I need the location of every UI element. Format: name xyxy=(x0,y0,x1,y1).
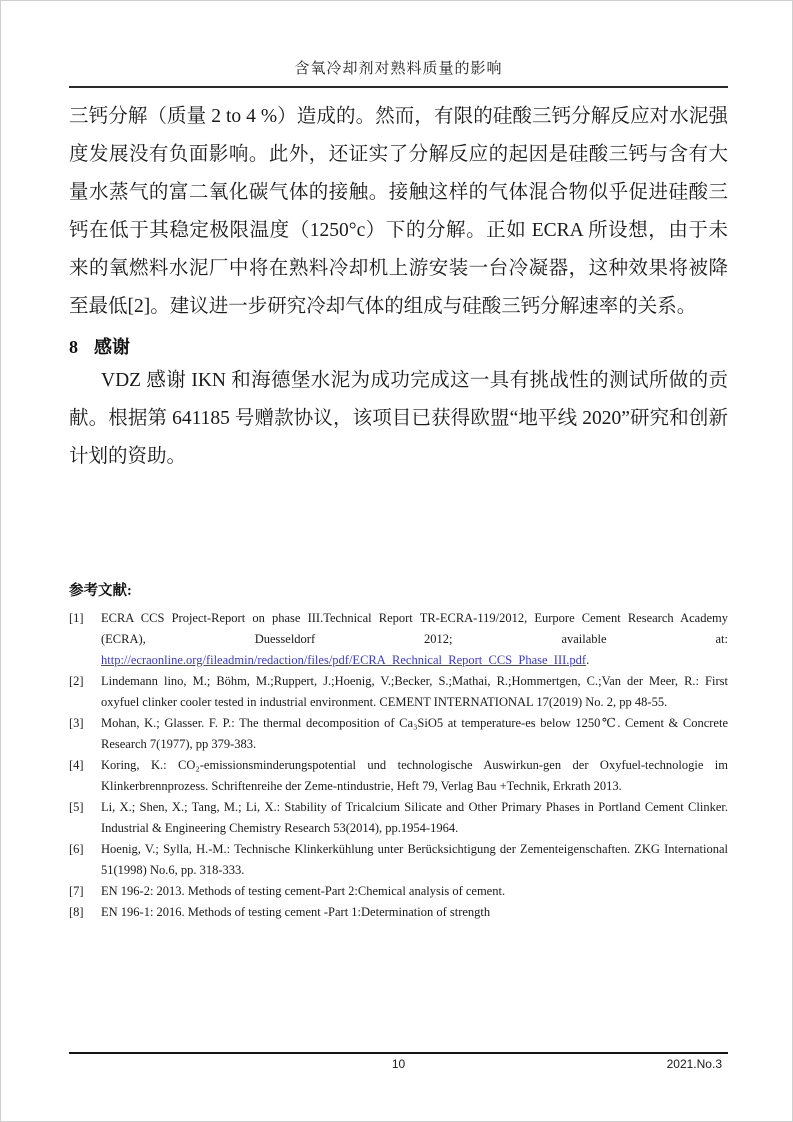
reference-item xyxy=(69,713,728,755)
page-header xyxy=(69,57,728,88)
section-heading-acknowledgment xyxy=(69,332,728,362)
reference-label: [5] xyxy=(69,800,84,814)
page-number: 10 xyxy=(391,1057,406,1071)
references-heading: 参考文献: xyxy=(69,583,132,599)
section-title: 感谢 xyxy=(94,337,130,357)
issue-label: 2021.No.3 xyxy=(666,1057,722,1071)
page-footer xyxy=(69,1052,728,1075)
reference-item xyxy=(69,902,728,923)
reference-label: [8] xyxy=(69,905,84,919)
section-number: 8 xyxy=(69,337,78,357)
reference-label: [1] xyxy=(69,611,84,625)
reference-text-after: . xyxy=(586,653,590,667)
reference-item xyxy=(69,881,728,902)
reference-text: Koring, K.: CO₂-emissionsminderungspotential und technologische Auswirkun-gen der Oxyfuel-technologie im Klinkerbrennprozess. Schriftenreihe der Zeme-ntindustrie, Heft 79, Verlag Bau +Technik, Erkrath 2013. xyxy=(101,758,728,793)
footer-row xyxy=(69,1057,728,1075)
reference-label: [2] xyxy=(69,674,84,688)
reference-text: Lindemann lino, M.; Böhm, M.;Ruppert, J.;Hoenig, V.;Becker, S.;Mathai, R.;Hommertgen, C.;Van der Meer, R.: First oxyfuel clinker cooler tested in industrial environment. CEMENT INTERNATIONAL 17(2019) No. 2, pp 48-55. xyxy=(101,674,728,709)
reference-text: Mohan, K.; Glasser. F. P.: The thermal decomposition of Ca₃SiO5 at temperature-es below 1250℃. Cement & Concrete Research 7(1977), pp 379-383. xyxy=(101,716,728,751)
body-paragraph: 三钙分解（质量 2 to 4 %）造成的。然而，有限的硅酸三钙分解反应对水泥强度发展没有负面影响。此外，还证实了分解反应的起因是硅酸三钙与含有大量水蒸气的富二氧化碳气体的接触。接触这样的气体混合物似乎促进硅酸三钙在低于其稳定极限温度（1250°c）下的分解。正如 ECRA 所设想，由于未来的氧燃料水泥厂中将在熟料冷却机上游安装一台冷凝器，这种效果将被降至最低[2]。建议进一步研究冷却气体的组成与硅酸三钙分解速率的关系。 xyxy=(69,106,728,317)
reference-label: [7] xyxy=(69,884,84,898)
reference-item xyxy=(69,839,728,881)
references-list xyxy=(69,608,728,923)
reference-text: Li, X.; Shen, X.; Tang, M.; Li, X.: Stability of Tricalcium Silicate and Other Primary Phases in Portland Cement Clinker. Industrial & Engineering Chemistry Research 53(2014), pp.1954-1964. xyxy=(101,800,728,835)
reference-label: [4] xyxy=(69,758,84,772)
reference-text: EN 196-2: 2013. Methods of testing cement-Part 2:Chemical analysis of cement. xyxy=(101,884,506,898)
reference-item xyxy=(69,797,728,839)
reference-item xyxy=(69,755,728,797)
reference-item xyxy=(69,671,728,713)
reference-label: [6] xyxy=(69,842,84,856)
reference-label: [3] xyxy=(69,716,84,730)
reference-url-link[interactable]: http://ecraonline.org/fileadmin/redaction/files/pdf/ECRA_Rechnical_Report_CCS_Phase_III.pdf xyxy=(101,653,587,667)
reference-text: ECRA CCS Project-Report on phase III.Technical Report TR-ECRA-119/2012, Eurpore Cement Research Academy (ECRA), Duesseldorf 2012; available at: xyxy=(101,611,728,646)
reference-item xyxy=(69,608,728,671)
reference-text: Hoenig, V.; Sylla, H.-M.: Technische Klinkerkühlung unter Berücksichtigung der Zementeigenschaften. ZKG International 51(1998) No.6, pp. 318-333. xyxy=(101,842,728,877)
running-title: 含氧冷却剂对熟料质量的影响 xyxy=(294,61,503,77)
page-content xyxy=(69,98,728,923)
acknowledgment-paragraph: VDZ 感谢 IKN 和海德堡水泥为成功完成这一具有挑战性的测试所做的贡献。根据第 641185 号赠款协议，该项目已获得欧盟“地平线 2020”研究和创新计划的资助。 xyxy=(69,370,728,467)
reference-text: EN 196-1: 2016. Methods of testing cement -Part 1:Determination of strength xyxy=(101,905,491,919)
